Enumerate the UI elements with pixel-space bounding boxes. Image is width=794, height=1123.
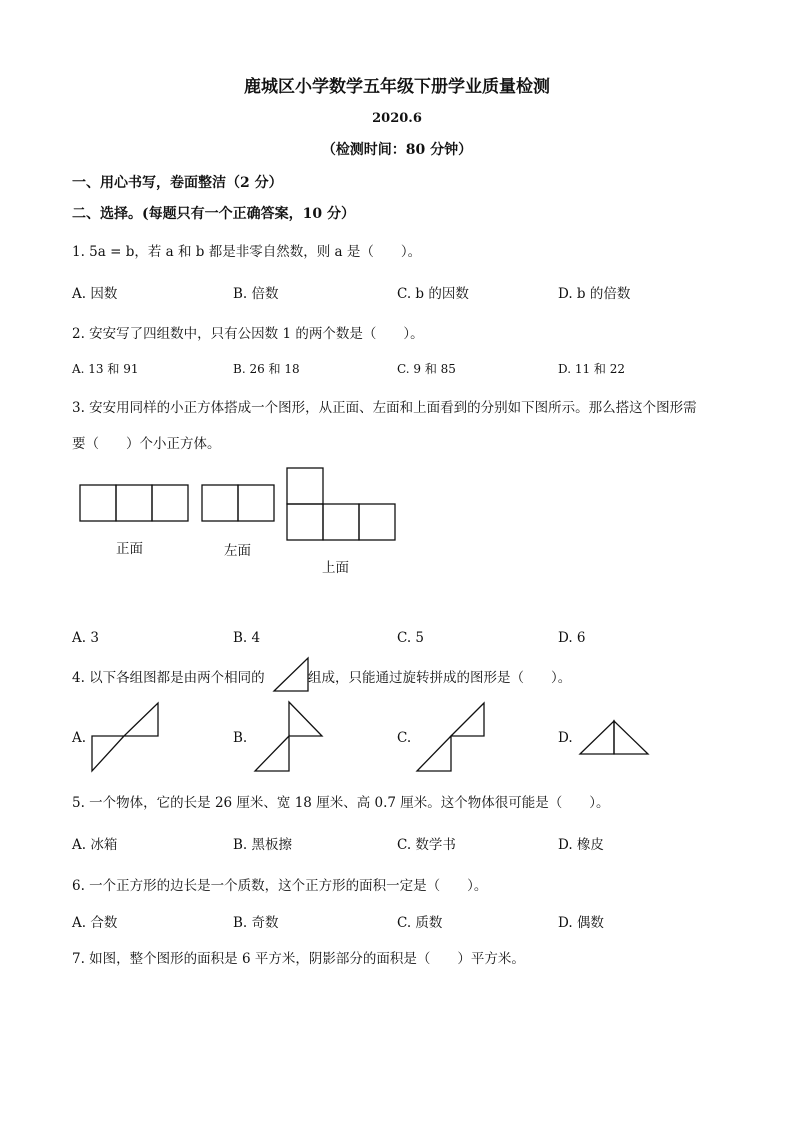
q4-option-a: A.: [72, 730, 87, 746]
q3-option-a: A. 3: [72, 630, 99, 646]
option-d-triangle: [614, 721, 648, 754]
option-b-triangle: [289, 702, 322, 736]
question-4-text-after: 组成，只能通过旋转拼成的图形是（ ）。: [308, 670, 572, 686]
option-a-triangle: [92, 736, 124, 771]
question-3-text-line1: 3. 安安用同样的小正方体搭成一个图形，从正面、左面和上面看到的分别如下图所示。那么搭这个图形需: [72, 400, 697, 416]
q6-option-d: D. 偶数: [558, 915, 604, 931]
option-a-triangle: [124, 703, 158, 736]
question-6-text: 6. 一个正方形的边长是一个质数，这个正方形的面积一定是（ ）。: [72, 878, 488, 894]
question-2-text: 2. 安安写了四组数中，只有公因数 1 的两个数是（ ）。: [72, 326, 424, 342]
q1-option-a: A. 因数: [72, 286, 118, 302]
q6-option-b: B. 奇数: [233, 915, 279, 931]
q3-option-b: B. 4: [233, 630, 261, 646]
q1-option-c: C. b 的因数: [397, 286, 469, 302]
q1-option-d: D. b 的倍数: [558, 286, 631, 302]
question-1-text: 1. 5a = b，若 a 和 b 都是非零自然数，则 a 是（ ）。: [72, 244, 422, 260]
q2-option-d: D. 11 和 22: [558, 362, 625, 376]
q4-option-b: B.: [233, 730, 248, 746]
page-title: 鹿城区小学数学五年级下册学业质量检测: [244, 77, 550, 97]
section-one-heading: 一、用心书写，卷面整洁（2 分）: [72, 175, 283, 191]
option-c-triangle: [417, 736, 451, 771]
q6-option-c: C. 质数: [397, 915, 443, 931]
question-4-text-before: 4. 以下各组图都是由两个相同的: [72, 670, 265, 686]
front-view-label: 正面: [116, 541, 143, 557]
question-7-text: 7. 如图，整个图形的面积是 6 平方米，阴影部分的面积是（ ）平方米。: [72, 951, 525, 967]
question-5-text: 5. 一个物体，它的长是 26 厘米、宽 18 厘米、高 0.7 厘米。这个物体很可能是（ ）。: [72, 795, 610, 811]
exam-date: 2020.6: [372, 111, 422, 126]
q5-option-c: C. 数学书: [397, 837, 456, 853]
option-d-triangle: [580, 721, 614, 754]
q2-option-b: B. 26 和 18: [233, 362, 300, 376]
q4-option-d: D.: [558, 730, 573, 746]
q5-option-a: A. 冰箱: [72, 837, 118, 853]
q2-option-c: C. 9 和 85: [397, 362, 456, 376]
q6-option-a: A. 合数: [72, 915, 118, 931]
q4-option-c: C.: [397, 730, 412, 746]
q3-option-d: D. 6: [558, 630, 586, 646]
top-view-label: 上面: [322, 560, 349, 576]
question-3-text-line2: 要（ ）个小正方体。: [72, 436, 221, 452]
time-limit: （检测时间：80 分钟）: [321, 142, 473, 158]
left-view-label: 左面: [224, 543, 251, 559]
q3-option-c: C. 5: [397, 630, 425, 646]
q5-option-d: D. 橡皮: [558, 837, 604, 853]
option-b-triangle: [255, 736, 289, 771]
section-two-heading: 二、选择。(每题只有一个正确答案，10 分）: [72, 206, 355, 222]
option-c-triangle: [451, 703, 484, 736]
q2-option-a: A. 13 和 91: [72, 362, 139, 376]
q5-option-b: B. 黑板擦: [233, 837, 293, 853]
q1-option-b: B. 倍数: [233, 286, 279, 302]
reference-triangle-icon: [274, 658, 308, 691]
